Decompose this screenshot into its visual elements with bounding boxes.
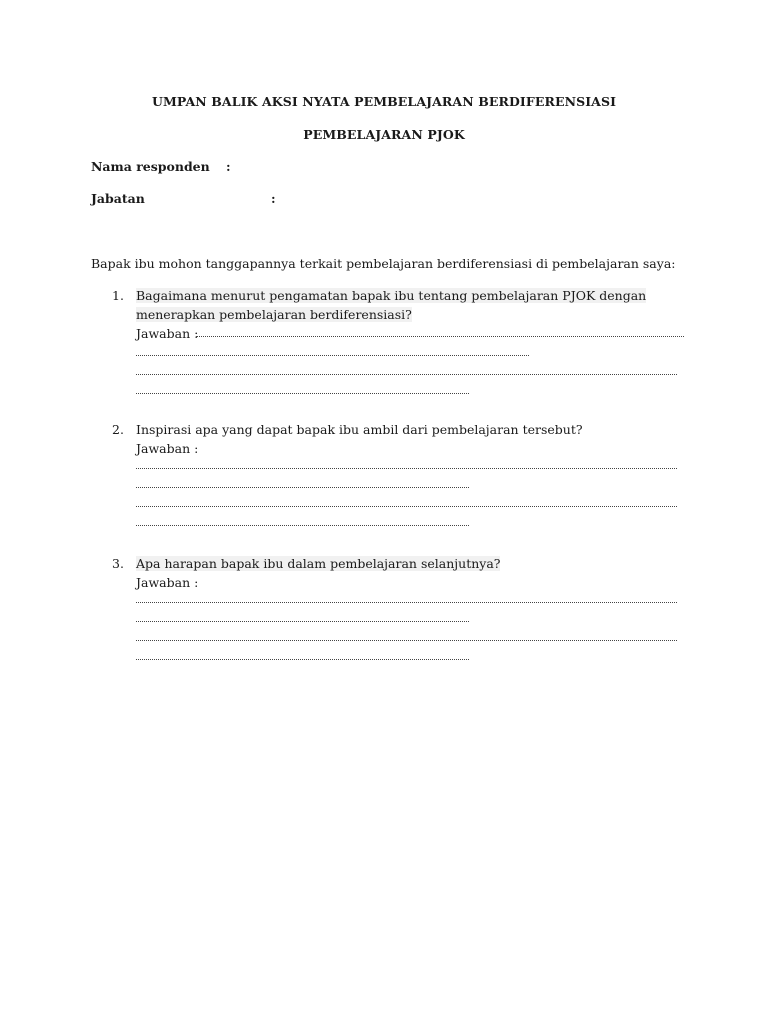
answer-dotted-line[interactable] bbox=[196, 336, 684, 338]
question-text: menerapkan pembelajaran berdiferensiasi? bbox=[136, 307, 412, 322]
question-number: 2. bbox=[112, 422, 124, 437]
answer-dotted-line[interactable] bbox=[136, 621, 469, 623]
document-title: UMPAN BALIK AKSI NYATA PEMBELAJARAN BERDIFERENSIASI bbox=[151, 94, 617, 109]
question-text: Inspirasi apa yang dapat bapak ibu ambil dari pembelajaran tersebut? bbox=[136, 422, 583, 437]
answer-label: Jawaban : bbox=[136, 575, 199, 590]
answer-dotted-line[interactable] bbox=[136, 393, 469, 395]
document-subtitle: PEMBELAJARAN PJOK bbox=[303, 127, 465, 142]
answer-dotted-line[interactable] bbox=[136, 468, 677, 470]
field-colon: : bbox=[226, 159, 231, 174]
answer-label: Jawaban : bbox=[136, 441, 199, 456]
answer-dotted-line[interactable] bbox=[136, 602, 677, 604]
field-jabatan bbox=[91, 191, 276, 206]
answer-dotted-line[interactable] bbox=[136, 374, 677, 376]
answer-label: Jawaban : bbox=[136, 326, 199, 341]
question-number: 3. bbox=[112, 556, 124, 571]
field-label: Jabatan bbox=[91, 191, 145, 206]
answer-dotted-line[interactable] bbox=[136, 659, 469, 661]
field-nama-responden bbox=[91, 159, 231, 174]
answer-dotted-line[interactable] bbox=[136, 355, 529, 357]
question-number: 1. bbox=[112, 288, 124, 303]
answer-dotted-line[interactable] bbox=[136, 525, 469, 527]
answer-dotted-line[interactable] bbox=[136, 640, 677, 642]
intro-text: Bapak ibu mohon tanggapannya terkait pembelajaran berdiferensiasi di pembelajaran saya: bbox=[91, 256, 676, 271]
field-colon: : bbox=[271, 191, 276, 206]
field-label: Nama responden bbox=[91, 159, 210, 174]
answer-dotted-line[interactable] bbox=[136, 487, 469, 489]
question-text: Apa harapan bapak ibu dalam pembelajaran selanjutnya? bbox=[136, 556, 501, 571]
question-text: Bagaimana menurut pengamatan bapak ibu tentang pembelajaran PJOK dengan bbox=[136, 288, 647, 303]
answer-dotted-line[interactable] bbox=[136, 506, 677, 508]
